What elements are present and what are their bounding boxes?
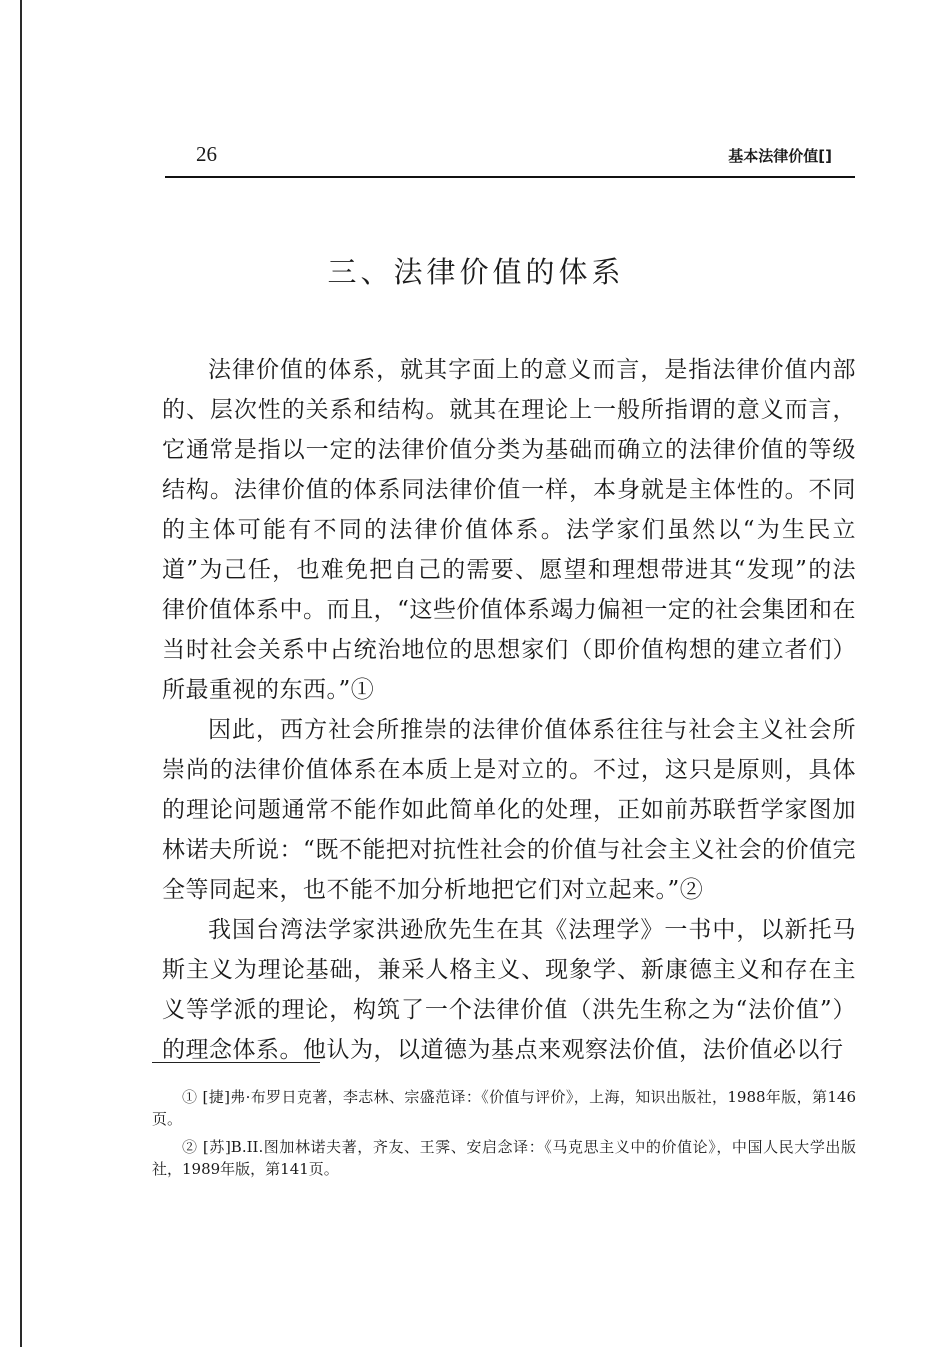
scan-edge-line: [20, 0, 22, 1347]
body-text: [162, 350, 856, 1070]
running-title: 基本法律价值[]: [728, 147, 832, 165]
footnote: ① [捷]弗·布罗日克著，李志林、宗盛范译：《价值与评价》，上海，知识出版社，1988年版，第146页。: [152, 1088, 856, 1128]
footnote: ② [苏]B.II.图加林诺夫著，齐友、王霁、安启念译：《马克思主义中的价值论》，中国人民大学出版社，1989年版，第141页。: [152, 1138, 856, 1178]
paragraph: 因此，西方社会所推崇的法律价值体系往往与社会主义社会所崇尚的法律价值体系在本质上是对立的。不过，这只是原则，具体的理论问题通常不能作如此简单化的处理，正如前苏联哲学家图加林诺夫所说：“既不能把对抗性社会的价值与社会主义社会的价值完全等同起来，也不能不加分析地把它们对立起来。”②: [162, 717, 856, 903]
footnotes: [152, 1086, 856, 1186]
footnote-separator: [152, 1062, 320, 1063]
header-rule: [165, 176, 855, 178]
section-title: 三、法律价值的体系: [327, 255, 625, 289]
page-number: 26: [196, 142, 217, 166]
paragraph: 法律价值的体系，就其字面上的意义而言，是指法律价值内部的、层次性的关系和结构。就其在理论上一般所指谓的意义而言，它通常是指以一定的法律价值分类为基础而确立的法律价值的等级结构。法律价值的体系同法律价值一样，本身就是主体性的。不同的主体可能有不同的法律价值体系。法学家们虽然以“为生民立道”为己任，也难免把自己的需要、愿望和理想带进其“发现”的法律价值体系中。而且，“这些价值体系竭力偏袒一定的社会集团和在当时社会关系中占统治地位的思想家们（即价值构想的建立者们）所最重视的东西。”①: [162, 357, 856, 703]
paragraph: 我国台湾法学家洪逊欣先生在其《法理学》一书中，以新托马斯主义为理论基础，兼采人格主义、现象学、新康德主义和存在主义等学派的理论，构筑了一个法律价值（洪先生称之为“法价值”）的理念体系。他认为，以道德为基点来观察法价值，法价值必以行: [162, 917, 856, 1063]
